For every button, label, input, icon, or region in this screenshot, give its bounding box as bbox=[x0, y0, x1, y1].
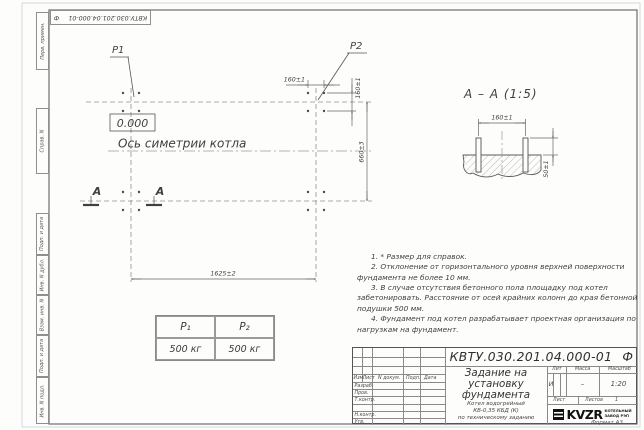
role-tkontr: Т.контр. bbox=[354, 397, 376, 403]
symmetry-axis-label: Ось симетрии котла bbox=[118, 136, 247, 151]
anchor-bolt-right bbox=[523, 138, 528, 172]
anchor-bolt-left bbox=[476, 138, 481, 172]
scale-label: Масштаб bbox=[608, 367, 631, 372]
frame-column-cell-inv-podl: Инв. N подл. bbox=[36, 377, 49, 424]
rotated-doc-number-cell bbox=[50, 10, 151, 25]
load-table-header-p1: P₁ bbox=[156, 316, 215, 338]
title-block bbox=[352, 347, 637, 424]
title-block-doc-number-cell bbox=[445, 348, 638, 366]
mass-label: Масса bbox=[575, 367, 591, 372]
frame-column-cell-podp-data-2: Подп. и дата bbox=[36, 335, 49, 377]
kvzr-logo-text: KVZR bbox=[566, 406, 603, 422]
role-utv: Утв. bbox=[354, 419, 365, 425]
section-dim-bolt-spacing-label: 160±1 bbox=[491, 114, 513, 122]
dim-width-label: 660±3 bbox=[358, 141, 366, 163]
role-razrab: Разраб. bbox=[354, 383, 374, 389]
note-item-1: 1. * Размер для справок. bbox=[371, 252, 467, 261]
lit-value: И bbox=[548, 380, 554, 388]
load-table-value-p1: 500 кг bbox=[156, 338, 215, 360]
frame-column-cell-vzam-inv: Взам. инв. N bbox=[36, 295, 49, 335]
frame-column-cell-sprav-n: Справ. N bbox=[36, 108, 49, 174]
section-letter-left: A bbox=[92, 185, 102, 198]
dim-bolt-spacing-h-label: 160±1 bbox=[283, 76, 305, 84]
notes-block bbox=[357, 252, 638, 335]
kvzr-logo-emblem-icon bbox=[553, 409, 564, 420]
anchor-bolts-plan bbox=[122, 92, 325, 211]
p1-leader bbox=[110, 57, 134, 97]
rotated-doc-number: КВТУ.030.201.04.000-01 bbox=[68, 14, 148, 21]
load-table-header-p2: P₂ bbox=[215, 316, 274, 338]
rev-col-podp: Подп. bbox=[406, 375, 421, 381]
role-prov: Пров. bbox=[354, 390, 369, 396]
dim-length-label: 1625±2 bbox=[210, 270, 236, 278]
sheet-label: Лист bbox=[553, 397, 566, 403]
load-table-value-p2: 500 кг bbox=[215, 338, 274, 360]
frame-column-cell-perv-primen: Перв. примен. bbox=[36, 12, 49, 70]
rev-col-data: Дата bbox=[424, 375, 437, 381]
kvzr-logo-caption: КОТЕЛЬНЫЙ ЗАВОД РЭП bbox=[604, 409, 632, 418]
sheets-value: 1 bbox=[615, 397, 619, 403]
lit-label: Лит bbox=[552, 367, 562, 372]
sheets-label: Листов bbox=[585, 397, 603, 403]
rev-col-list: Лист bbox=[362, 375, 375, 381]
scale-value: 1:20 bbox=[610, 379, 627, 388]
rev-col-docum: N докум. bbox=[378, 375, 401, 381]
level-mark-label: 0.000 bbox=[116, 117, 149, 130]
rev-col-izm: Изм. bbox=[353, 375, 365, 381]
role-nkontr: Н.контр. bbox=[354, 412, 376, 418]
section-title: A – A (1:5) bbox=[464, 87, 538, 101]
drawing-title: Задание на установку фундамента bbox=[461, 367, 531, 402]
note-item-3: 3. В случае отсутствия бетонного пола площадку под котел забетонировать. Расстояние от осей крайних колонн до края бетонной подушки 500 мм. bbox=[357, 283, 638, 313]
drawing-subtitle: Котел водогрейный КВ-0,35 КБД (К) по техническому заданию bbox=[457, 401, 535, 421]
p2-label: P2 bbox=[350, 41, 363, 52]
plan-view bbox=[80, 41, 372, 282]
frame-column-cell-podp-data-1: Подп. и дата bbox=[36, 213, 49, 255]
frame-column-cell-inv-dubl: Инв. N дубл. bbox=[36, 255, 49, 295]
note-item-4: 4. Фундамент под котел разрабатывает проектная организация по нагрузкам на фундамент. bbox=[357, 314, 636, 334]
mass-value: – bbox=[580, 380, 585, 388]
section-view bbox=[463, 87, 558, 181]
load-table bbox=[155, 315, 275, 361]
p1-label: P1 bbox=[112, 45, 125, 56]
section-dim-bolt-height-label: 50±1 bbox=[543, 160, 550, 178]
rotated-doc-suffix: Ф bbox=[53, 14, 60, 21]
doc-number: КВТУ.030.201.04.000-01 bbox=[449, 350, 613, 364]
dim-bolt-spacing-v-label: 160±1 bbox=[355, 77, 362, 99]
note-item-2: 2. Отклонение от горизонтального уровня верхней поверхности фундамента не более 10 мм. bbox=[357, 262, 625, 282]
format-label: Формат А3 bbox=[591, 420, 623, 426]
section-letter-right: A bbox=[155, 185, 165, 198]
doc-suffix: Ф bbox=[622, 350, 634, 364]
